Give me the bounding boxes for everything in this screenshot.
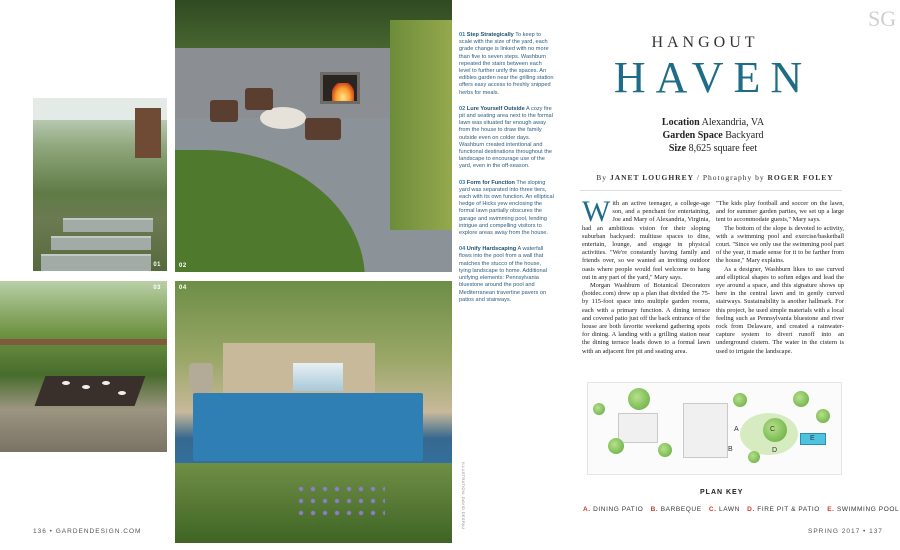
photo-steps <box>33 98 167 271</box>
photo-table <box>35 376 146 406</box>
plan-key-title: PLAN KEY <box>700 489 744 496</box>
photo-fire-pit <box>175 0 452 272</box>
photo-fence <box>0 339 167 345</box>
photo-number: 01 <box>153 262 161 268</box>
footer-left: 136 • GARDENDESIGN.COM <box>33 528 142 535</box>
article-paragraph: "The kids play football and soccer on the lawn, and for summer garden parties, we set up a large tent to accommodate guests," Mary says. <box>716 200 844 224</box>
plan-label: D <box>772 447 778 454</box>
photo-fireplace <box>320 72 360 104</box>
caption-1: 01 Step Strategically To keep to scale with the size of the yard, each grade change is linked with no more than five to seven steps. Washburn repeated the stairs between each level to further unify the spaces. An edibles garden near the grilling station offers easy access to freshly snipped herbs for meals. <box>459 32 554 96</box>
divider <box>580 190 842 191</box>
plan-label: A <box>734 426 739 433</box>
magazine-logo: SG <box>868 6 897 31</box>
plan-label: C <box>770 426 776 433</box>
garden-meta: Location Alexandria, VA Garden Space Backyard Size 8,625 square feet <box>661 117 765 154</box>
photo-chair <box>210 100 238 122</box>
photo-house <box>135 108 161 158</box>
photo-urn <box>189 363 213 393</box>
photo-step <box>51 236 151 250</box>
photo-chair <box>305 118 341 140</box>
photo-dining <box>0 281 167 452</box>
byline: By JANET LOUGHREY / Photography by ROGER FOLEY <box>596 173 834 182</box>
article-paragraph: The bottom of the slope is devoted to activity, with a swimming pool and exercise/basketball court. "Since we only use the swimming pool part of the year, it made sense for it to be farther from the house," Mary explains. <box>716 224 844 265</box>
caption-2: 02 Lure Yourself Outside A cozy fire pit and seating area next to the formal lawn was situated far enough away from the house to draw the family outside even on colder days. Washburn created intentional and functional destinations throughout the landscape to encourage use of the yard, even in the off-season. <box>459 105 553 170</box>
photo-number: 04 <box>179 285 187 291</box>
article-column-1 <box>582 195 710 356</box>
plan-structure <box>618 413 658 443</box>
garden-plan <box>587 382 842 475</box>
photo-flowers <box>295 483 385 523</box>
article-paragraph: Morgan Washburn of Botanical Decorators (botdec.com) drew up a plan that divided the 75-by 115-foot space into multiple garden rooms, each with a primary function. A dining terrace and covered patio just off the back entrance of the house are both favorite weekend gathering spots for dining. A landing with a grilling station near the dining terrace leads down to a formal lawn with an adjacent fire pit and seating area. <box>582 282 710 355</box>
drop-cap: W <box>582 195 611 228</box>
illustration-credit: ILLUSTRATION: DAVID DESPAU <box>461 462 466 530</box>
photo-number: 02 <box>179 263 187 269</box>
plan-key: A. DINING PATIO B. BARBEQUE C. LAWN D. FIRE PIT & PATIO E. SWIMMING POOL <box>583 506 900 513</box>
photo-waterfall <box>293 363 343 391</box>
caption-3: 03 Form for Function The sloping yard was separated into three tiers, each with its own function. An elliptical hedge of Hicks yew enclosing the formal lawn partially obscures the garage and swimming pool, lending intrigue and compelling visitors to explore areas away from the house. <box>459 179 554 237</box>
article-paragraph: As a designer, Washburn likes to use curved and elliptical shapes to soften edges and lead the eye around a space, and this signature shows up here in the central lawn and in gently curved stairways. Sustainability is another hallmark. For this project, he used simple materials with a local feeling such as Pennsylvania bluestone and river rock from Delaware, and created a rainwater-capture system to divert runoff into an underground cistern. The water in the cistern is used to irrigate the landscape. <box>716 265 844 355</box>
photo-pool <box>175 281 452 543</box>
photo-trees <box>390 20 452 230</box>
photo-number: 03 <box>153 285 161 291</box>
photo-pool-water <box>193 393 423 461</box>
photo-step <box>41 254 151 271</box>
plan-label: B <box>728 446 733 453</box>
photo-firepit <box>260 107 306 129</box>
caption-4: 04 Unify Hardscaping A waterfall flows into the pool from a wall that matches the stucco of the house, tying landscape to home. Additional unifying elements: Pennsylvania bluestone around the pool and Mediterranean travertine pavers on patios and stairways. <box>459 246 548 303</box>
photo-step <box>63 218 153 232</box>
caption-column <box>459 32 554 313</box>
title-kicker: HANGOUT <box>651 34 759 51</box>
article-paragraph: ith an active teenager, a college-age son, and a penchant for entertaining, Joe and Mary of Alexandria, Virginia, had an ambitious vision for their sloping suburban backyard: multiuse spaces to dine, entertain, lounge, and engage in physical activities. "We're constantly having family and friends over, so we wanted an inviting outdoor oasis where people would feel welcome to hang out in any part of the yard," Mary says. <box>582 200 710 281</box>
article-column-2 <box>716 200 844 356</box>
plan-label: E <box>810 435 815 442</box>
photo-chair <box>245 88 273 110</box>
page-title: HAVEN <box>613 53 813 102</box>
footer-right: SPRING 2017 • 137 <box>808 528 883 535</box>
plan-house <box>683 403 728 458</box>
